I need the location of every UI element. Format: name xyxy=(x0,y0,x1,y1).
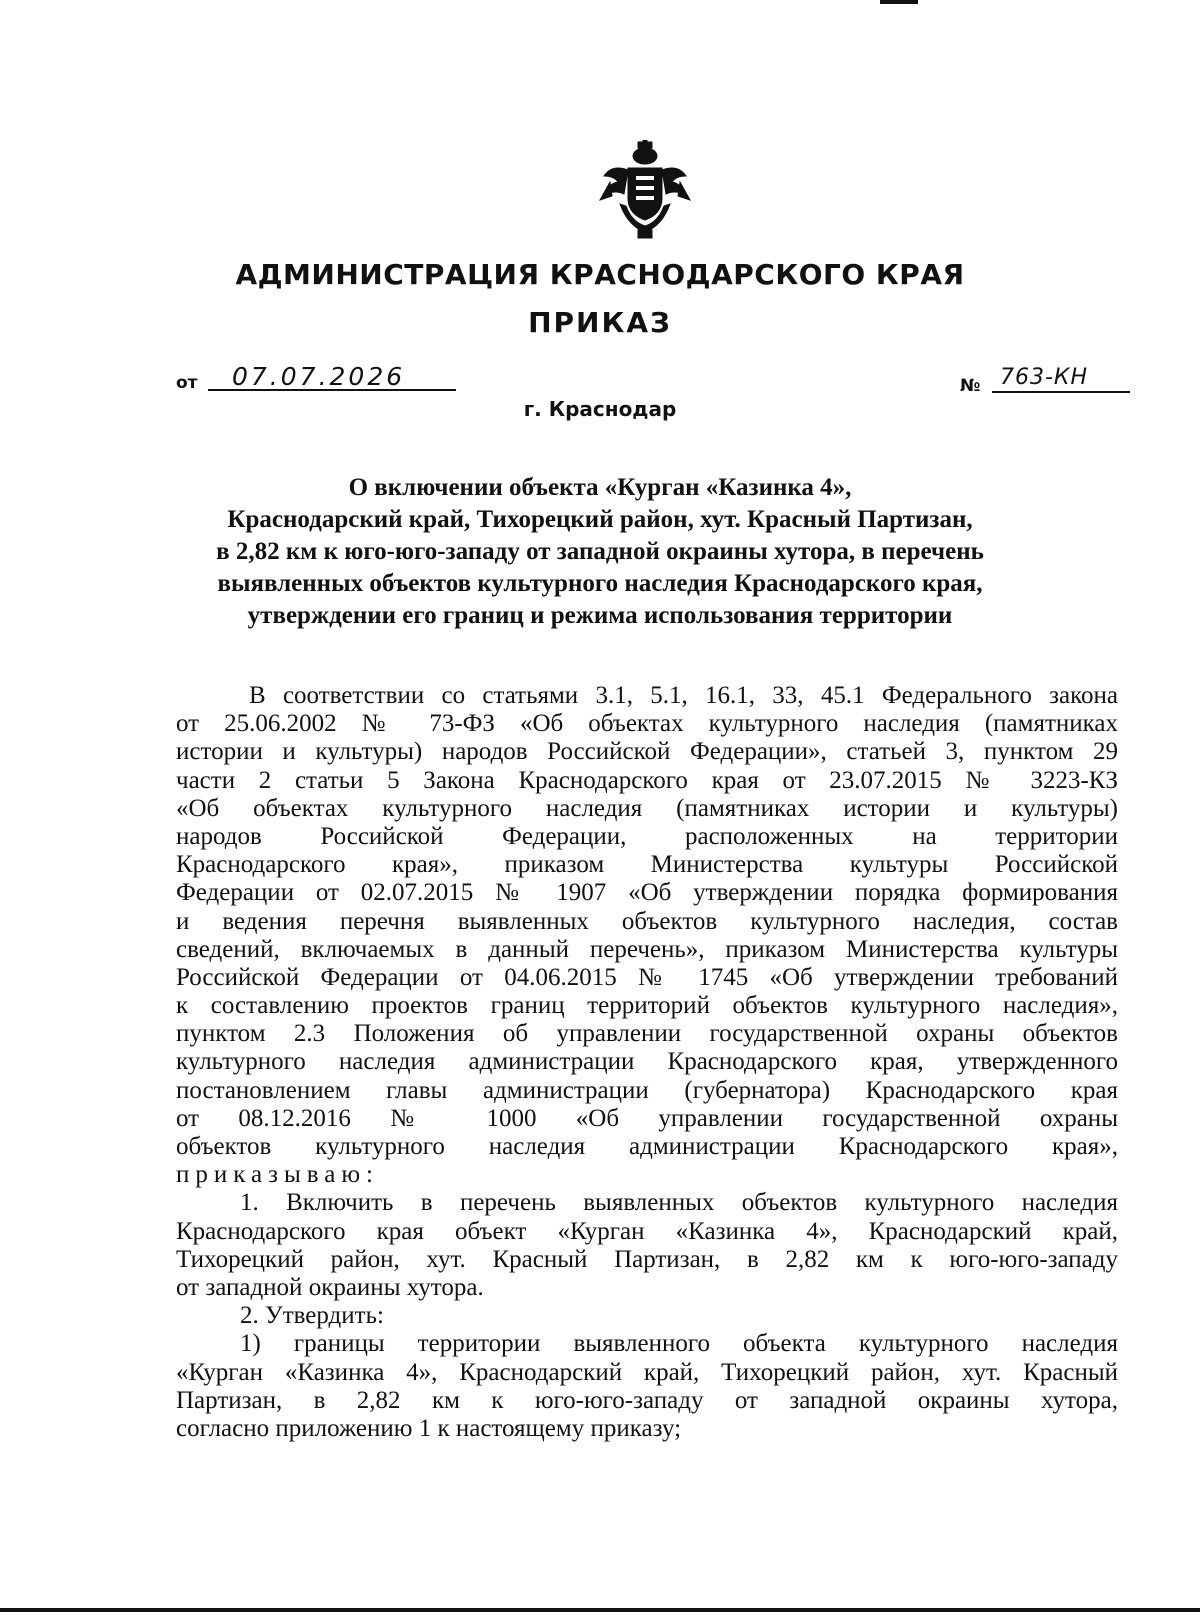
title-line: утверждении его границ и режима использования территории xyxy=(247,602,953,629)
body-line: согласно приложению 1 к настоящему приказу; xyxy=(176,1414,682,1442)
body-line: «Об объектах культурного наследия (памятниках истории и культуры) xyxy=(176,794,1118,822)
body-line: Российской Федерации от 04.06.2015 № 1745 «Об утверждении требований xyxy=(176,963,1118,991)
scan-mark xyxy=(880,0,918,4)
body-line: объектов культурного наследия администрации Краснодарского края», xyxy=(176,1133,1118,1160)
body-line: Краснодарского края объект «Курган «Казинка 4», Краснодарский край, xyxy=(176,1217,1118,1245)
body-line: 1) границы территории выявленного объекта культурного наследия xyxy=(240,1330,1118,1358)
date-handwritten: 07.07.2026 xyxy=(232,362,406,391)
body-line: культурного наследия администрации Краснодарского края, утвержденного xyxy=(176,1048,1118,1076)
body-line: истории и культуры) народов Российской Федерации», статьей 3, пунктом 29 xyxy=(176,738,1118,766)
body-line: Тихорецкий район, хут. Красный Партизан, в 2,82 км к юго-юго-западу xyxy=(176,1245,1118,1273)
body-line: народов Российской Федерации, расположенных на территории xyxy=(176,822,1118,850)
body-line: постановлением главы администрации (губернатора) Краснодарского края xyxy=(176,1076,1118,1104)
body-line: сведений, включаемых в данный перечень», приказом Министерства культуры xyxy=(176,935,1118,963)
body-line: 2. Утвердить: xyxy=(240,1302,384,1330)
body-line: к составлению проектов границ территорий объектов культурного наследия», xyxy=(176,992,1118,1020)
title-line: Краснодарский край, Тихорецкий район, хут. Красный Партизан, xyxy=(227,506,973,533)
number-label: № xyxy=(960,376,981,396)
title-line: выявленных объектов культурного наследия Краснодарского края, xyxy=(217,570,983,597)
document-type: ПРИКАЗ xyxy=(528,306,672,339)
body-line: от 08.12.2016 № 1000 «Об управлении государственной охраны xyxy=(176,1104,1118,1132)
body-line: 1. Включить в перечень выявленных объектов культурного наследия xyxy=(240,1189,1118,1217)
body-line: от западной окраины хутора. xyxy=(176,1273,484,1301)
body-line: приказываю: xyxy=(176,1161,379,1189)
title-line: в 2,82 км к юго-юго-западу от западной окраины хутора, в перечень xyxy=(216,538,984,565)
body-line: части 2 статьи 5 Закона Краснодарского края от 23.07.2015 № 3223-КЗ xyxy=(176,766,1118,794)
body-line: Партизан, в 2,82 км к юго-юго-западу от западной окраины хутора, xyxy=(176,1386,1118,1414)
body-line: пунктом 2.3 Положения об управлении государственной охраны объектов xyxy=(176,1020,1118,1048)
body-line: «Курган «Казинка 4», Краснодарский край, Тихорецкий район, хут. Красный xyxy=(176,1358,1118,1386)
document-title xyxy=(160,472,1040,632)
number-handwritten: 763-КН xyxy=(1000,365,1089,390)
title-line: О включении объекта «Курган «Казинка 4», xyxy=(348,474,852,501)
body-line: В соответствии со статьями 3.1, 5.1, 16.1, 33, 45.1 Федерального закона xyxy=(249,682,1118,709)
scan-bottom-edge xyxy=(0,1608,1200,1612)
number-underline xyxy=(992,391,1130,393)
body-line: Краснодарского края», приказом Министерства культуры Российской xyxy=(176,851,1118,879)
coat-of-arms-icon xyxy=(598,140,692,240)
organization-name: АДМИНИСТРАЦИЯ КРАСНОДАРСКОГО КРАЯ xyxy=(235,258,965,291)
city: г. Краснодар xyxy=(523,397,677,421)
body-line: от 25.06.2002 № 73-ФЗ «Об объектах культурного наследия (памятниках xyxy=(176,710,1118,738)
date-label: от xyxy=(176,373,198,393)
body-line: и ведения перечня выявленных объектов культурного наследия, состав xyxy=(176,907,1118,935)
body-line: Федерации от 02.07.2015 № 1907 «Об утверждении порядка формирования xyxy=(176,879,1118,907)
document-body xyxy=(176,682,1118,1443)
